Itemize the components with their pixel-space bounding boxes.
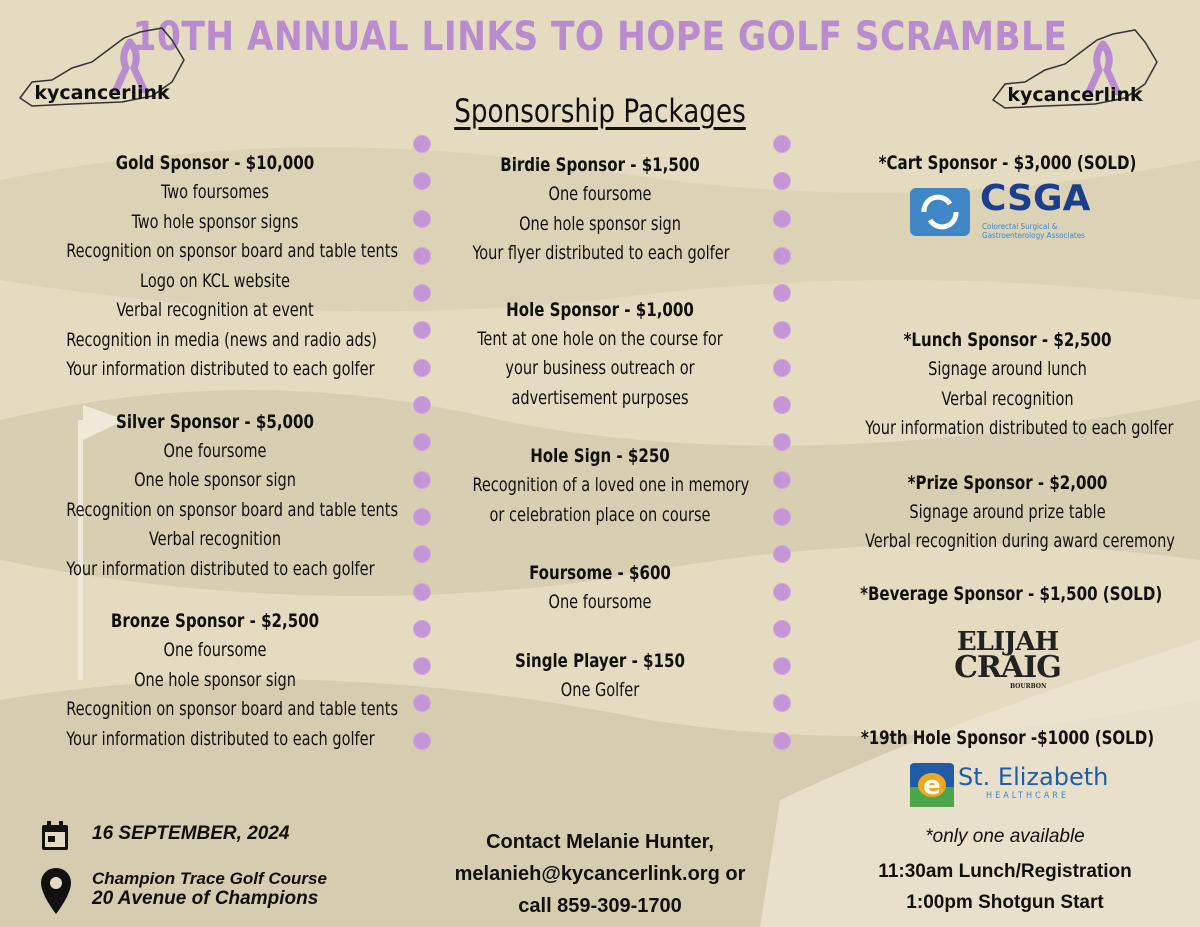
nineteenth-hole-sponsor-block (840, 723, 1175, 813)
sponsor-heading: Single Player - $150 (515, 649, 685, 672)
benefit-line: Recognition on sponsor board and table tents (66, 498, 399, 521)
csga-logo (840, 178, 1175, 268)
sponsor-heading: Silver Sponsor - $5,000 (116, 410, 314, 433)
benefit-line: Your information distributed to each golfer (66, 557, 375, 580)
contact-email[interactable]: melanieh@kycancerlink.org or (454, 863, 746, 885)
benefit-line: Two foursomes (161, 181, 269, 203)
contact-line: Contact Melanie Hunter, (486, 831, 714, 853)
benefit-line: One hole sponsor sign (134, 469, 296, 491)
sponsor-heading: Bronze Sponsor - $2,500 (110, 610, 320, 632)
st-elizabeth-name: St. Elizabeth (958, 762, 1109, 791)
venue-address: 20 Avenue of Champions (92, 888, 319, 909)
benefit-line: Tent at one hole on the course for (477, 327, 723, 350)
availability-note: *only one available (925, 826, 1085, 847)
sponsor-heading: Hole Sponsor - $1,000 (506, 298, 694, 321)
benefit-line: One Golfer (560, 678, 640, 701)
csga-subtitle-line: Gastroenterology Associates (982, 231, 1085, 240)
contact-info (420, 826, 780, 922)
right-sponsor-column (840, 148, 1175, 813)
sponsor-heading: Hole Sign - $250 (530, 445, 670, 467)
benefit-line: Verbal recognition (941, 387, 1074, 410)
st-elizabeth-sub: HEALTHCARE (986, 790, 1069, 801)
schedule-info (840, 824, 1170, 918)
logo-text: kycancerlink (34, 82, 170, 104)
cart-sponsor-block (840, 148, 1175, 268)
sponsor-heading: *Lunch Sponsor - $2,500 (903, 329, 1112, 351)
benefit-line: Logo on KCL website (140, 269, 290, 292)
left-sponsor-column (40, 148, 399, 776)
birdie-sponsor-block (450, 150, 750, 269)
beverage-sponsor-block (840, 579, 1175, 697)
benefit-line: Your information distributed to each golfer (66, 727, 375, 750)
prize-sponsor-block (840, 468, 1175, 557)
benefit-line: Signage around lunch (928, 358, 1087, 380)
logo-text: kycancerlink (1007, 84, 1143, 106)
sponsor-heading: Birdie Sponsor - $1,500 (500, 154, 700, 176)
calendar-icon (40, 820, 70, 852)
dot-divider-left (414, 136, 434, 770)
hole-sponsor-block (450, 295, 750, 414)
benefit-line: One foursome (163, 439, 267, 462)
benefit-line: or celebration place on course (489, 503, 711, 526)
benefit-line: Verbal recognition at event (116, 299, 314, 321)
sponsor-heading: *Beverage Sponsor - $1,500 (SOLD) (860, 582, 1163, 605)
benefit-line: One foursome (548, 591, 652, 613)
st-elizabeth-icon (910, 763, 954, 807)
csga-icon (908, 186, 972, 238)
dot-divider-right (774, 136, 794, 770)
elijah-craig-sub: BOURBON (1010, 682, 1047, 690)
benefit-line: Your information distributed to each golfer (865, 417, 1174, 439)
kentucky-outline-icon (985, 22, 1165, 122)
csga-logo-name: CSGA (980, 178, 1091, 219)
kycancerlink-logo-left (12, 20, 192, 120)
benefit-line: Recognition on sponsor board and table tents (66, 698, 399, 720)
gold-sponsor-block (40, 148, 399, 385)
location-pin-icon (40, 866, 72, 916)
elijah-craig-line: CRAIG (954, 649, 1061, 685)
sponsor-heading: Gold Sponsor - $10,000 (115, 152, 315, 174)
benefit-line: One foursome (163, 639, 267, 661)
benefit-line: Recognition of a loved one in memory (472, 474, 750, 496)
benefit-line: advertisement purposes (511, 386, 689, 409)
benefit-line: Recognition in media (news and radio ads) (66, 328, 377, 351)
benefit-line: your business outreach or (505, 357, 695, 379)
benefit-line: One hole sponsor sign (519, 212, 681, 235)
silver-sponsor-block (40, 407, 399, 585)
elijah-craig-line: ELIJAH (956, 626, 1059, 657)
benefit-line: Two hole sponsor signs (131, 210, 299, 233)
st-elizabeth-logo (840, 753, 1175, 813)
benefit-line: Verbal recognition during award ceremony (865, 530, 1175, 552)
single-player-block (450, 646, 750, 706)
svg-text:e: e (923, 770, 941, 801)
kycancerlink-logo-right (985, 22, 1165, 122)
hole-sign-block (450, 441, 750, 530)
benefit-line: Verbal recognition (148, 528, 282, 550)
lunch-time: 11:30am Lunch/Registration (878, 861, 1132, 882)
benefit-line: One foursome (548, 183, 652, 205)
benefit-line: Your information distributed to each golfer (66, 358, 375, 380)
venue-name: Champion Trace Golf Course (92, 869, 327, 888)
elijah-craig-logo (840, 609, 1175, 697)
benefit-line: Signage around prize table (909, 500, 1106, 523)
sponsor-heading: Foursome - $600 (529, 562, 671, 584)
sponsor-heading: *19th Hole Sponsor -$1000 (SOLD) (860, 726, 1155, 749)
sponsor-heading: *Prize Sponsor - $2,000 (907, 471, 1108, 494)
middle-sponsor-column (450, 150, 750, 727)
page-subtitle: Sponsorship Packages (454, 92, 746, 130)
benefit-line: Recognition on sponsor board and table tents (66, 240, 399, 262)
sponsor-heading: *Cart Sponsor - $3,000 (SOLD) (878, 152, 1137, 174)
shotgun-start-time: 1:00pm Shotgun Start (906, 892, 1104, 913)
event-date: 16 SEPTEMBER, 2024 (92, 823, 290, 844)
page-title: 10TH ANNUAL LINKS TO HOPE GOLF SCRAMBLE (132, 14, 1068, 60)
csga-logo-subtitle (982, 222, 1085, 240)
foursome-block (450, 558, 750, 618)
bronze-sponsor-block (40, 606, 399, 754)
benefit-line: One hole sponsor sign (134, 668, 296, 691)
csga-subtitle-line: Colorectal Surgical & (982, 222, 1058, 231)
lunch-sponsor-block (840, 325, 1175, 444)
contact-phone[interactable]: call 859-309-1700 (518, 895, 682, 917)
benefit-line: Your flyer distributed to each golfer (472, 242, 730, 264)
kentucky-outline-icon (12, 20, 192, 120)
